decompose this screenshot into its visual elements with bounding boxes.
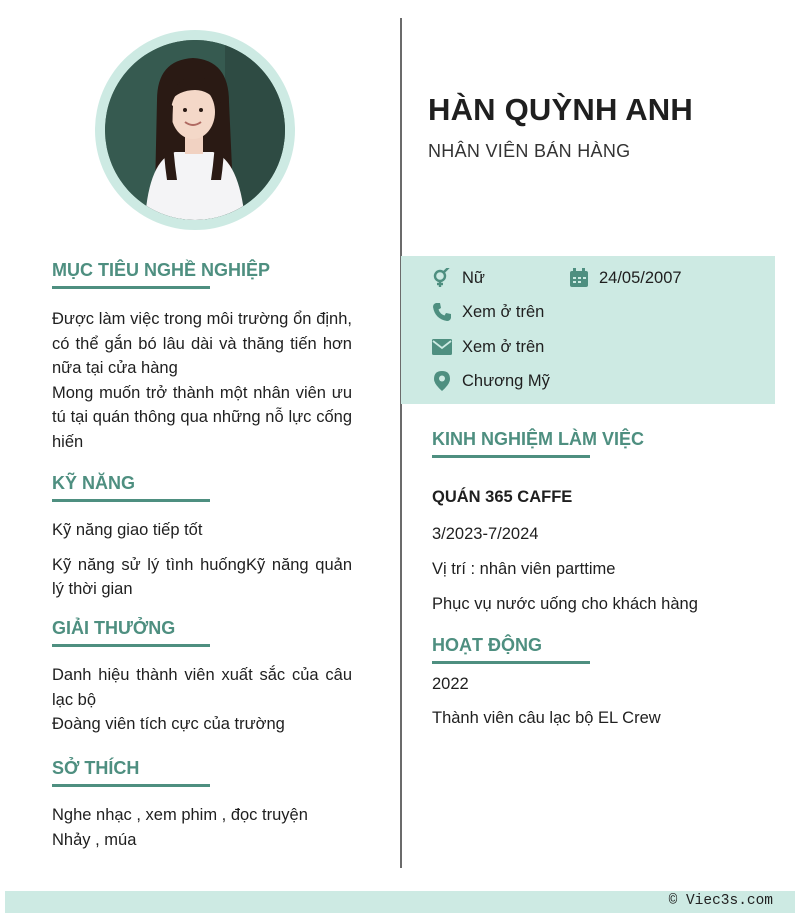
job-title: NHÂN VIÊN BÁN HÀNG xyxy=(428,141,631,161)
contact-gender xyxy=(431,266,485,290)
objective-line: Được làm việc trong môi trường ổn định, có thể gắn bó lâu dài và thăng tiến hơn nữa tại cửa hàng xyxy=(52,310,352,377)
contact-address xyxy=(431,369,550,393)
skill-item: Kỹ năng giao tiếp tốt xyxy=(52,521,203,539)
activities-title: HOẠT ĐỘNG xyxy=(432,635,542,655)
work-period: 3/2023-7/2024 xyxy=(432,525,539,543)
email-icon xyxy=(431,336,453,358)
footer-bar xyxy=(5,891,795,913)
experience-title: KINH NGHIỆM LÀM VIỆC xyxy=(432,429,645,449)
avatar-illustration xyxy=(105,40,285,220)
candidate-name: HÀN QUỲNH ANH xyxy=(428,92,693,127)
activity-description: Thành viên câu lạc bộ EL Crew xyxy=(432,709,661,727)
contact-phone xyxy=(431,300,544,324)
skills-section xyxy=(52,471,352,602)
contact-birthday xyxy=(568,266,682,290)
objective-line: Mong muốn trở thành một nhân viên ưu tú tại quán thông qua những nỗ lực cống hiến xyxy=(52,383,352,451)
awards-section xyxy=(52,616,352,737)
awards-title: GIẢI THƯỞNG xyxy=(52,618,176,638)
gender-text: Nữ xyxy=(462,268,485,287)
award-item: Danh hiệu thành viên xuất sắc của câu lạc bộ xyxy=(52,666,352,709)
phone-icon xyxy=(431,301,453,323)
experience-underline xyxy=(432,455,590,458)
hobby-item: Nhảy , múa xyxy=(52,830,137,849)
address-text: Chương Mỹ xyxy=(462,371,550,390)
objective-title: MỤC TIÊU NGHỀ NGHIỆP xyxy=(52,260,271,280)
activity-year: 2022 xyxy=(432,675,469,693)
company-name: QUÁN 365 CAFFE xyxy=(432,488,573,506)
gender-icon xyxy=(431,267,453,289)
skills-title: KỸ NĂNG xyxy=(52,473,136,493)
avatar xyxy=(105,40,285,220)
column-divider xyxy=(400,18,402,868)
calendar-icon xyxy=(568,267,590,289)
phone-text: Xem ở trên xyxy=(462,302,545,321)
experience-section xyxy=(432,427,772,613)
activities-underline xyxy=(432,661,590,664)
award-item: Đoàng viên tích cực của trường xyxy=(52,715,285,733)
email-text: Xem ở trên xyxy=(462,337,545,356)
work-position: Vị trí : nhân viên parttime xyxy=(432,560,616,578)
contact-panel xyxy=(401,256,775,404)
work-description: Phục vụ nước uống cho khách hàng xyxy=(432,595,698,613)
location-icon xyxy=(431,370,453,392)
skill-item: Kỹ năng sử lý tình huốngKỹ năng quản lý thời gian xyxy=(52,555,352,598)
contact-email xyxy=(431,335,544,359)
birthday-text: 24/05/2007 xyxy=(599,268,682,287)
objective-section xyxy=(52,258,352,454)
activities-section xyxy=(432,633,772,727)
footer-credit: © Viec3s.com xyxy=(668,893,773,909)
hobbies-title: SỞ THÍCH xyxy=(52,758,140,778)
hobbies-section xyxy=(52,756,352,852)
hobby-item: Nghe nhạc , xem phim , đọc truyện xyxy=(52,806,308,824)
